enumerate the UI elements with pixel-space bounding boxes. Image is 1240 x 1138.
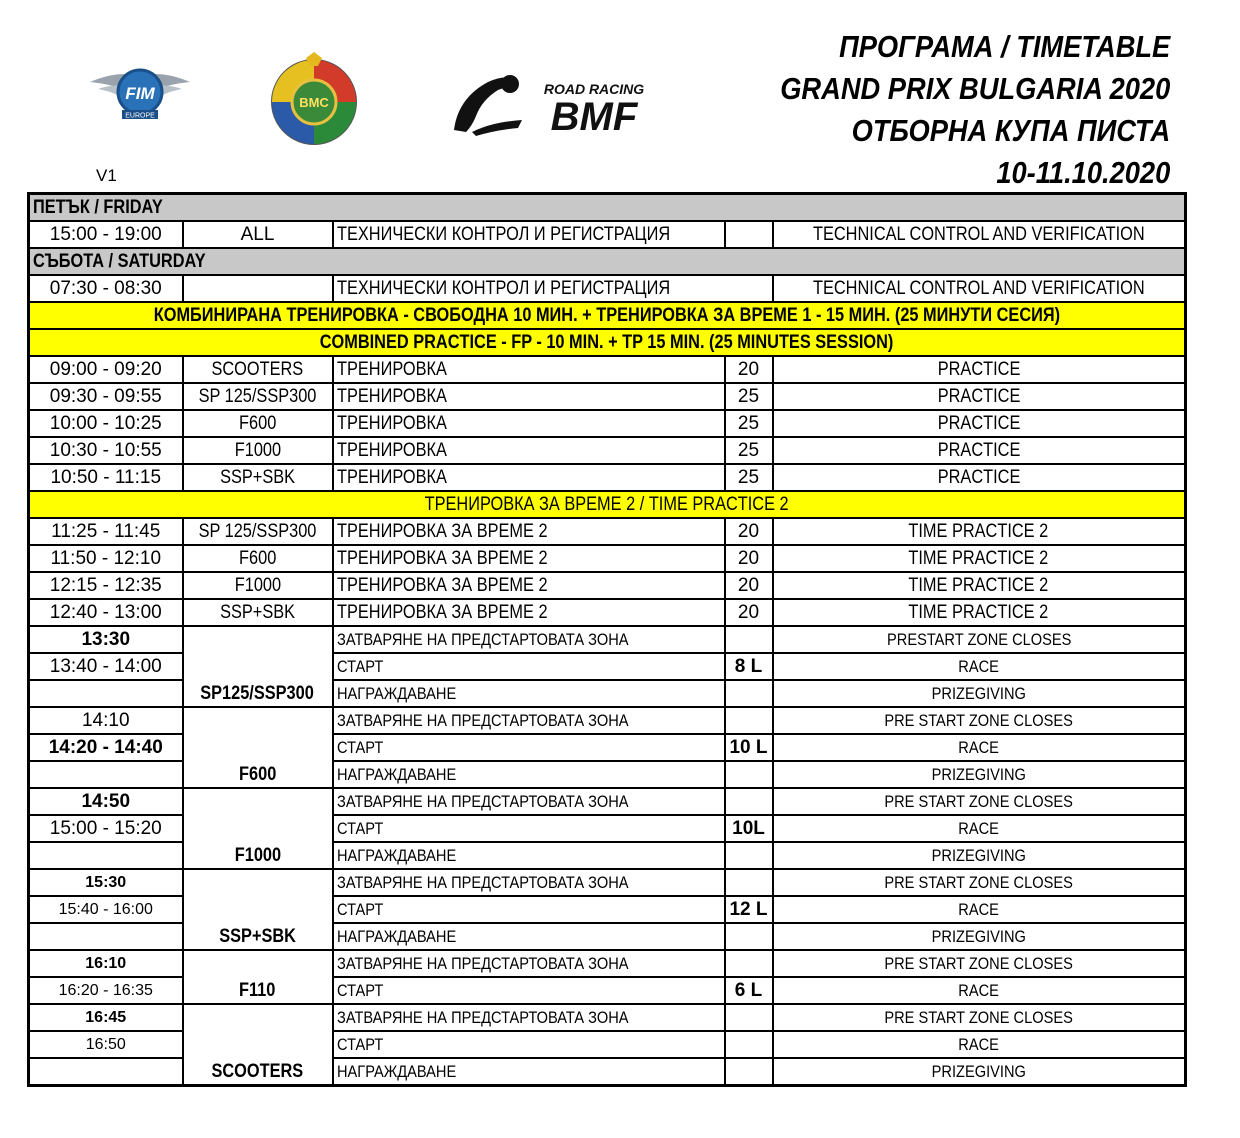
race-row	[29, 950, 1186, 977]
time-cell: 15:00 - 19:00	[29, 221, 183, 248]
time-cell: 13:30	[29, 626, 183, 653]
en-activity-cell: TIME PRACTICE 2	[773, 518, 1186, 545]
fim-logo-subtext: EUROPE	[125, 112, 155, 120]
en-activity-cell: TECHNICAL CONTROL AND VERIFICATION	[773, 275, 1186, 302]
race-class-cell: SCOOTERS	[183, 1004, 333, 1086]
table-row	[29, 383, 1186, 410]
title-line-1: ПРОГРАМА / TIMETABLE	[838, 29, 1170, 64]
en-activity-cell: TECHNICAL CONTROL AND VERIFICATION	[773, 221, 1186, 248]
minutes-cell: 25	[725, 437, 773, 464]
en-activity-cell: RACE	[773, 977, 1186, 1004]
day-header-friday	[29, 194, 1186, 222]
en-activity-cell: PRIZEGIVING	[773, 761, 1186, 788]
race-class-cell: SP125/SSP300	[183, 626, 333, 707]
time-cell	[29, 923, 183, 950]
laps-cell	[725, 1004, 773, 1031]
en-activity-cell: RACE	[773, 896, 1186, 923]
section-header-combined-bg	[29, 302, 1186, 329]
table-row	[29, 221, 1186, 248]
bg-activity-cell: СТАРТ	[333, 815, 725, 842]
time-cell: 09:30 - 09:55	[29, 383, 183, 410]
minutes-cell: 20	[725, 599, 773, 626]
bg-activity-cell: ЗАТВАРЯНЕ НА ПРЕДСТАРТОВАТА ЗОНА	[333, 1004, 725, 1031]
laps-cell	[725, 923, 773, 950]
race-class-cell: SSP+SBK	[183, 869, 333, 950]
time-cell: 11:25 - 11:45	[29, 518, 183, 545]
race-row	[29, 788, 1186, 815]
bg-activity-cell: ТРЕНИРОВКА ЗА ВРЕМЕ 2	[333, 545, 725, 572]
time-cell: 11:50 - 12:10	[29, 545, 183, 572]
section-label: ТРЕНИРОВКА ЗА ВРЕМЕ 2 / TIME PRACTICE 2	[29, 491, 1186, 518]
laps-cell	[725, 1058, 773, 1086]
laps-cell	[725, 626, 773, 653]
laps-cell: 10 L	[725, 734, 773, 761]
class-cell: SSP+SBK	[183, 464, 333, 491]
en-activity-cell: PRE START ZONE CLOSES	[773, 788, 1186, 815]
en-activity-cell: RACE	[773, 1031, 1186, 1058]
bmc-logo	[266, 52, 362, 148]
minutes-cell	[725, 221, 773, 248]
race-class-cell: F600	[183, 707, 333, 788]
table-row	[29, 275, 1186, 302]
title-line-2: GRAND PRIX BULGARIA 2020	[779, 71, 1170, 106]
laps-cell	[725, 680, 773, 707]
laps-cell	[725, 842, 773, 869]
time-cell: 16:20 - 16:35	[29, 977, 183, 1004]
laps-cell: 12 L	[725, 896, 773, 923]
bg-activity-cell: НАГРАЖДАВАНЕ	[333, 680, 725, 707]
table-row	[29, 464, 1186, 491]
time-cell	[29, 842, 183, 869]
en-activity-cell: PRACTICE	[773, 437, 1186, 464]
bmf-logo-subtext: ROAD RACING	[543, 81, 645, 97]
en-activity-cell: PRACTICE	[773, 383, 1186, 410]
bg-activity-cell: НАГРАЖДАВАНЕ	[333, 761, 725, 788]
bg-activity-cell: ЗАТВАРЯНЕ НА ПРЕДСТАРТОВАТА ЗОНА	[333, 950, 725, 977]
minutes-cell: 20	[725, 518, 773, 545]
laps-cell	[725, 1031, 773, 1058]
table-row	[29, 599, 1186, 626]
laps-cell: 10L	[725, 815, 773, 842]
time-cell	[29, 1058, 183, 1086]
bg-activity-cell: ТРЕНИРОВКА	[333, 464, 725, 491]
minutes-cell: 20	[725, 545, 773, 572]
bg-activity-cell: НАГРАЖДАВАНЕ	[333, 923, 725, 950]
laps-cell	[725, 707, 773, 734]
bg-activity-cell: ТРЕНИРОВКА	[333, 356, 725, 383]
class-cell: SP 125/SSP300	[183, 383, 333, 410]
time-cell: 15:40 - 16:00	[29, 896, 183, 923]
table-row	[29, 356, 1186, 383]
timetable	[27, 192, 1187, 1087]
day-label: СЪБОТА / SATURDAY	[29, 248, 1186, 275]
en-activity-cell: PRE START ZONE CLOSES	[773, 869, 1186, 896]
bmf-logo-text: BMF	[550, 95, 638, 139]
bg-activity-cell: ЗАТВАРЯНЕ НА ПРЕДСТАРТОВАТА ЗОНА	[333, 788, 725, 815]
en-activity-cell: RACE	[773, 815, 1186, 842]
bg-activity-cell: ТРЕНИРОВКА ЗА ВРЕМЕ 2	[333, 518, 725, 545]
bg-activity-cell: ТРЕНИРОВКА ЗА ВРЕМЕ 2	[333, 599, 725, 626]
class-cell: F1000	[183, 437, 333, 464]
event-dates: 10-11.10.2020	[996, 155, 1170, 190]
laps-cell	[725, 869, 773, 896]
time-cell: 16:10	[29, 950, 183, 977]
bg-activity-cell: СТАРТ	[333, 734, 725, 761]
day-label: ПЕТЪК / FRIDAY	[29, 194, 1186, 222]
class-cell: SSP+SBK	[183, 599, 333, 626]
minutes-cell: 20	[725, 572, 773, 599]
time-cell: 10:00 - 10:25	[29, 410, 183, 437]
en-activity-cell: RACE	[773, 734, 1186, 761]
en-activity-cell: TIME PRACTICE 2	[773, 545, 1186, 572]
time-cell: 12:40 - 13:00	[29, 599, 183, 626]
race-row	[29, 1004, 1186, 1031]
minutes-cell: 25	[725, 410, 773, 437]
class-cell: F600	[183, 410, 333, 437]
class-cell: F1000	[183, 572, 333, 599]
table-row	[29, 437, 1186, 464]
time-cell: 16:50	[29, 1031, 183, 1058]
bg-activity-cell: ТРЕНИРОВКА	[333, 437, 725, 464]
bg-activity-cell: НАГРАЖДАВАНЕ	[333, 842, 725, 869]
title-line-3: ОТБОРНА КУПА ПИСТА	[851, 113, 1170, 148]
en-activity-cell: PRESTART ZONE CLOSES	[773, 626, 1186, 653]
time-cell: 14:20 - 14:40	[29, 734, 183, 761]
en-activity-cell: PRE START ZONE CLOSES	[773, 1004, 1186, 1031]
en-activity-cell: PRACTICE	[773, 410, 1186, 437]
minutes-cell: 25	[725, 383, 773, 410]
race-row	[29, 707, 1186, 734]
en-activity-cell: PRACTICE	[773, 464, 1186, 491]
time-cell	[29, 761, 183, 788]
bg-activity-cell: ТРЕНИРОВКА	[333, 410, 725, 437]
bg-activity-cell: ТРЕНИРОВКА	[333, 383, 725, 410]
en-activity-cell: PRE START ZONE CLOSES	[773, 950, 1186, 977]
time-cell: 10:30 - 10:55	[29, 437, 183, 464]
fim-europe-logo	[88, 62, 192, 124]
time-cell: 15:00 - 15:20	[29, 815, 183, 842]
minutes-cell: 25	[725, 464, 773, 491]
laps-cell: 8 L	[725, 653, 773, 680]
fim-logo-text: FIM	[125, 84, 155, 103]
bg-activity-cell: СТАРТ	[333, 653, 725, 680]
section-label: КОМБИНИРАНА ТРЕНИРОВКА - СВОБОДНА 10 МИН. + ТРЕНИРОВКА ЗА ВРЕМЕ 1 - 15 МИН. (25 МИНУТИ СЕСИЯ)	[29, 302, 1186, 329]
table-row	[29, 545, 1186, 572]
en-activity-cell: PRACTICE	[773, 356, 1186, 383]
time-cell: 14:10	[29, 707, 183, 734]
en-activity-cell: PRIZEGIVING	[773, 1058, 1186, 1086]
class-cell: SCOOTERS	[183, 356, 333, 383]
bg-activity-cell: ЗАТВАРЯНЕ НА ПРЕДСТАРТОВАТА ЗОНА	[333, 626, 725, 653]
laps-cell	[725, 950, 773, 977]
race-class-cell: F1000	[183, 788, 333, 869]
race-class-cell: F110	[183, 950, 333, 1004]
section-header-time-practice-2	[29, 491, 1186, 518]
time-cell: 15:30	[29, 869, 183, 896]
laps-cell	[725, 761, 773, 788]
en-activity-cell: PRIZEGIVING	[773, 923, 1186, 950]
en-activity-cell: PRIZEGIVING	[773, 842, 1186, 869]
bg-activity-cell: СТАРТ	[333, 1031, 725, 1058]
time-cell: 13:40 - 14:00	[29, 653, 183, 680]
time-cell	[29, 680, 183, 707]
title-block	[727, 26, 1170, 194]
laps-cell: 6 L	[725, 977, 773, 1004]
bg-activity-cell: ЗАТВАРЯНЕ НА ПРЕДСТАРТОВАТА ЗОНА	[333, 869, 725, 896]
section-label: COMBINED PRACTICE - FP - 10 MIN. + TP 15 MIN. (25 MINUTES SESSION)	[29, 329, 1186, 356]
race-row	[29, 626, 1186, 653]
en-activity-cell: RACE	[773, 653, 1186, 680]
time-cell: 16:45	[29, 1004, 183, 1031]
bmc-logo-text: BMC	[299, 95, 329, 110]
bg-activity-cell: СТАРТ	[333, 977, 725, 1004]
bmf-road-racing-logo	[452, 70, 684, 140]
bg-activity-cell: ТЕХНИЧЕСКИ КОНТРОЛ И РЕГИСТРАЦИЯ	[333, 221, 725, 248]
time-cell: 07:30 - 08:30	[29, 275, 183, 302]
class-cell	[183, 275, 333, 302]
en-activity-cell: TIME PRACTICE 2	[773, 572, 1186, 599]
section-header-combined-en	[29, 329, 1186, 356]
bg-activity-cell: ТРЕНИРОВКА ЗА ВРЕМЕ 2	[333, 572, 725, 599]
class-cell: SP 125/SSP300	[183, 518, 333, 545]
en-activity-cell: PRIZEGIVING	[773, 680, 1186, 707]
time-cell: 14:50	[29, 788, 183, 815]
table-row	[29, 572, 1186, 599]
minutes-cell: 20	[725, 356, 773, 383]
table-row	[29, 410, 1186, 437]
time-cell: 12:15 - 12:35	[29, 572, 183, 599]
bg-activity-cell: ТЕХНИЧЕСКИ КОНТРОЛ И РЕГИСТРАЦИЯ	[333, 275, 773, 302]
table-row	[29, 518, 1186, 545]
en-activity-cell: PRE START ZONE CLOSES	[773, 707, 1186, 734]
bg-activity-cell: НАГРАЖДАВАНЕ	[333, 1058, 725, 1086]
time-cell: 09:00 - 09:20	[29, 356, 183, 383]
en-activity-cell: TIME PRACTICE 2	[773, 599, 1186, 626]
race-row	[29, 869, 1186, 896]
version-label: V1	[96, 166, 117, 185]
day-header-saturday	[29, 248, 1186, 275]
bg-activity-cell: СТАРТ	[333, 896, 725, 923]
class-cell: F600	[183, 545, 333, 572]
time-cell: 10:50 - 11:15	[29, 464, 183, 491]
bg-activity-cell: ЗАТВАРЯНЕ НА ПРЕДСТАРТОВАТА ЗОНА	[333, 707, 725, 734]
laps-cell	[725, 788, 773, 815]
class-cell: ALL	[183, 221, 333, 248]
